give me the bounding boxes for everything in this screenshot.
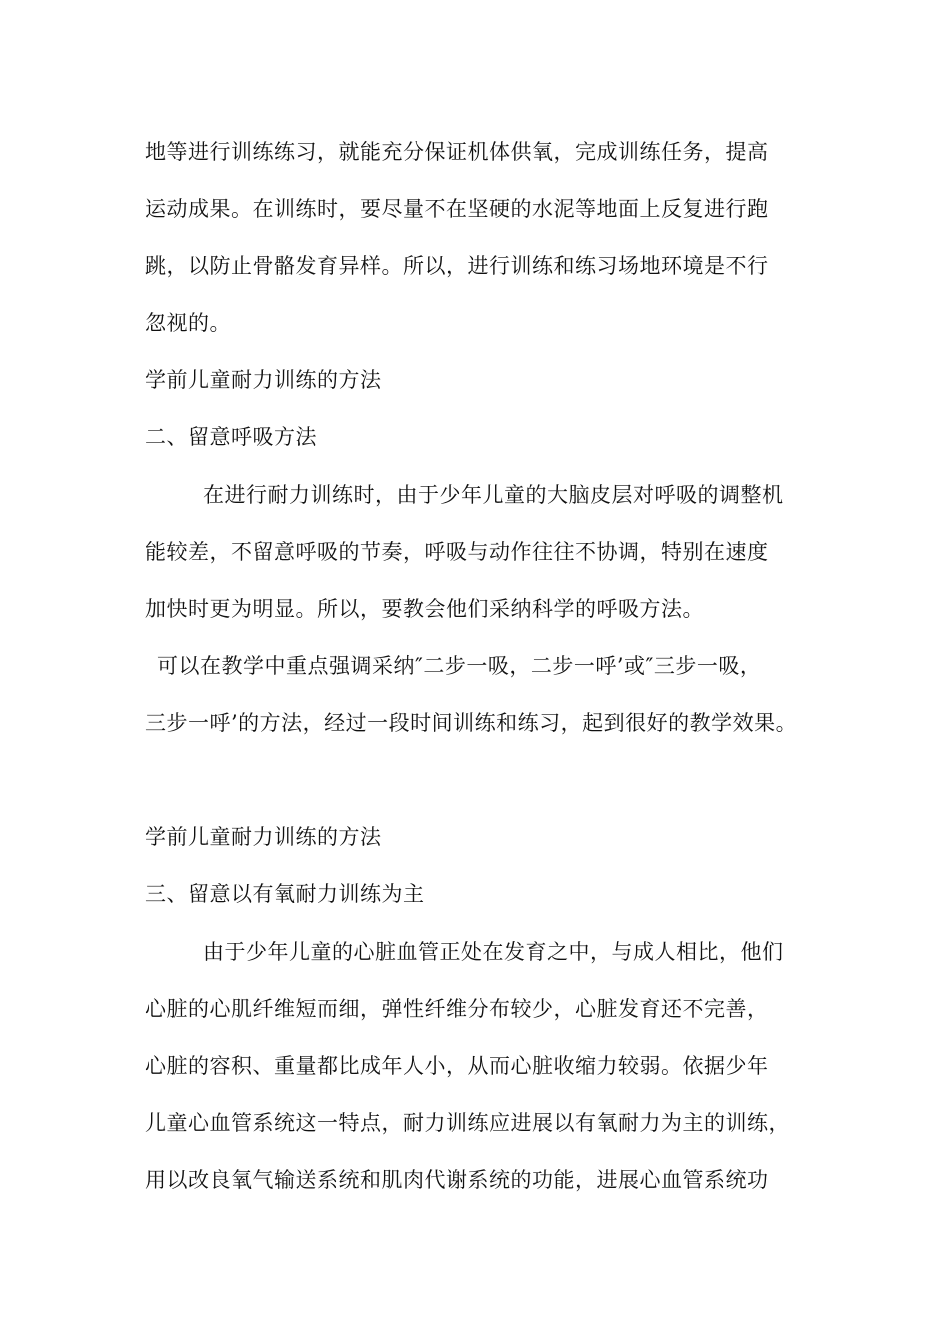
section-2-paragraph-line-3: 加快时更为明显。所以，要教会他们采纳科学的呼吸方法。 [145, 597, 704, 621]
section-2-paragraph-line-1: 在进行耐力训练时，由于少年儿童的大脑皮层对呼吸的调整机 [203, 483, 784, 507]
section-3-paragraph-line-3: 心脏的容积、重量都比成年人小，从而心脏收缩力较弱。依据少年 [145, 1054, 769, 1078]
section-3-heading: 三、留意以有氧耐力训练为主 [145, 882, 425, 906]
section-2-paragraph-2-line-1: 可以在教学中重点强调采纳″二步一吸，二步一呼’或″三步一吸， [157, 654, 762, 678]
paragraph-1-line-4: 忽视的。 [145, 311, 231, 335]
section-2-paragraph-line-2: 能较差，不留意呼吸的节奏，呼吸与动作往往不协调，特别在速度 [145, 540, 769, 564]
section-3-paragraph-line-4: 儿童心血管系统这一特点，耐力训练应进展以有氧耐力为主的训练， [145, 1111, 790, 1135]
section-3-paragraph-line-5: 用以改良氧气输送系统和肌肉代谢系统的功能，进展心血管系统功 [145, 1168, 769, 1192]
section-3-title: 学前儿童耐力训练的方法 [145, 825, 382, 849]
section-3-paragraph-line-1: 由于少年儿童的心脏血管正处在发育之中，与成人相比，他们 [203, 940, 784, 964]
section-2-paragraph-2-line-2: 三步一呼’的方法，经过一段时间训练和练习，起到很好的教学效果。 [145, 711, 798, 735]
section-2-heading: 二、留意呼吸方法 [145, 425, 317, 449]
paragraph-1-line-2: 运动成果。在训练时，要尽量不在坚硬的水泥等地面上反复进行跑 [145, 197, 769, 221]
paragraph-1-line-3: 跳，以防止骨骼发育异样。所以，进行训练和练习场地环境是不行 [145, 254, 769, 278]
section-3-paragraph-line-2: 心脏的心肌纤维短而细，弹性纤维分布较少，心脏发育还不完善， [145, 997, 769, 1021]
paragraph-1-line-1: 地等进行训练练习，就能充分保证机体供氧，完成训练任务，提高 [145, 140, 769, 164]
section-2-title: 学前儿童耐力训练的方法 [145, 368, 382, 392]
